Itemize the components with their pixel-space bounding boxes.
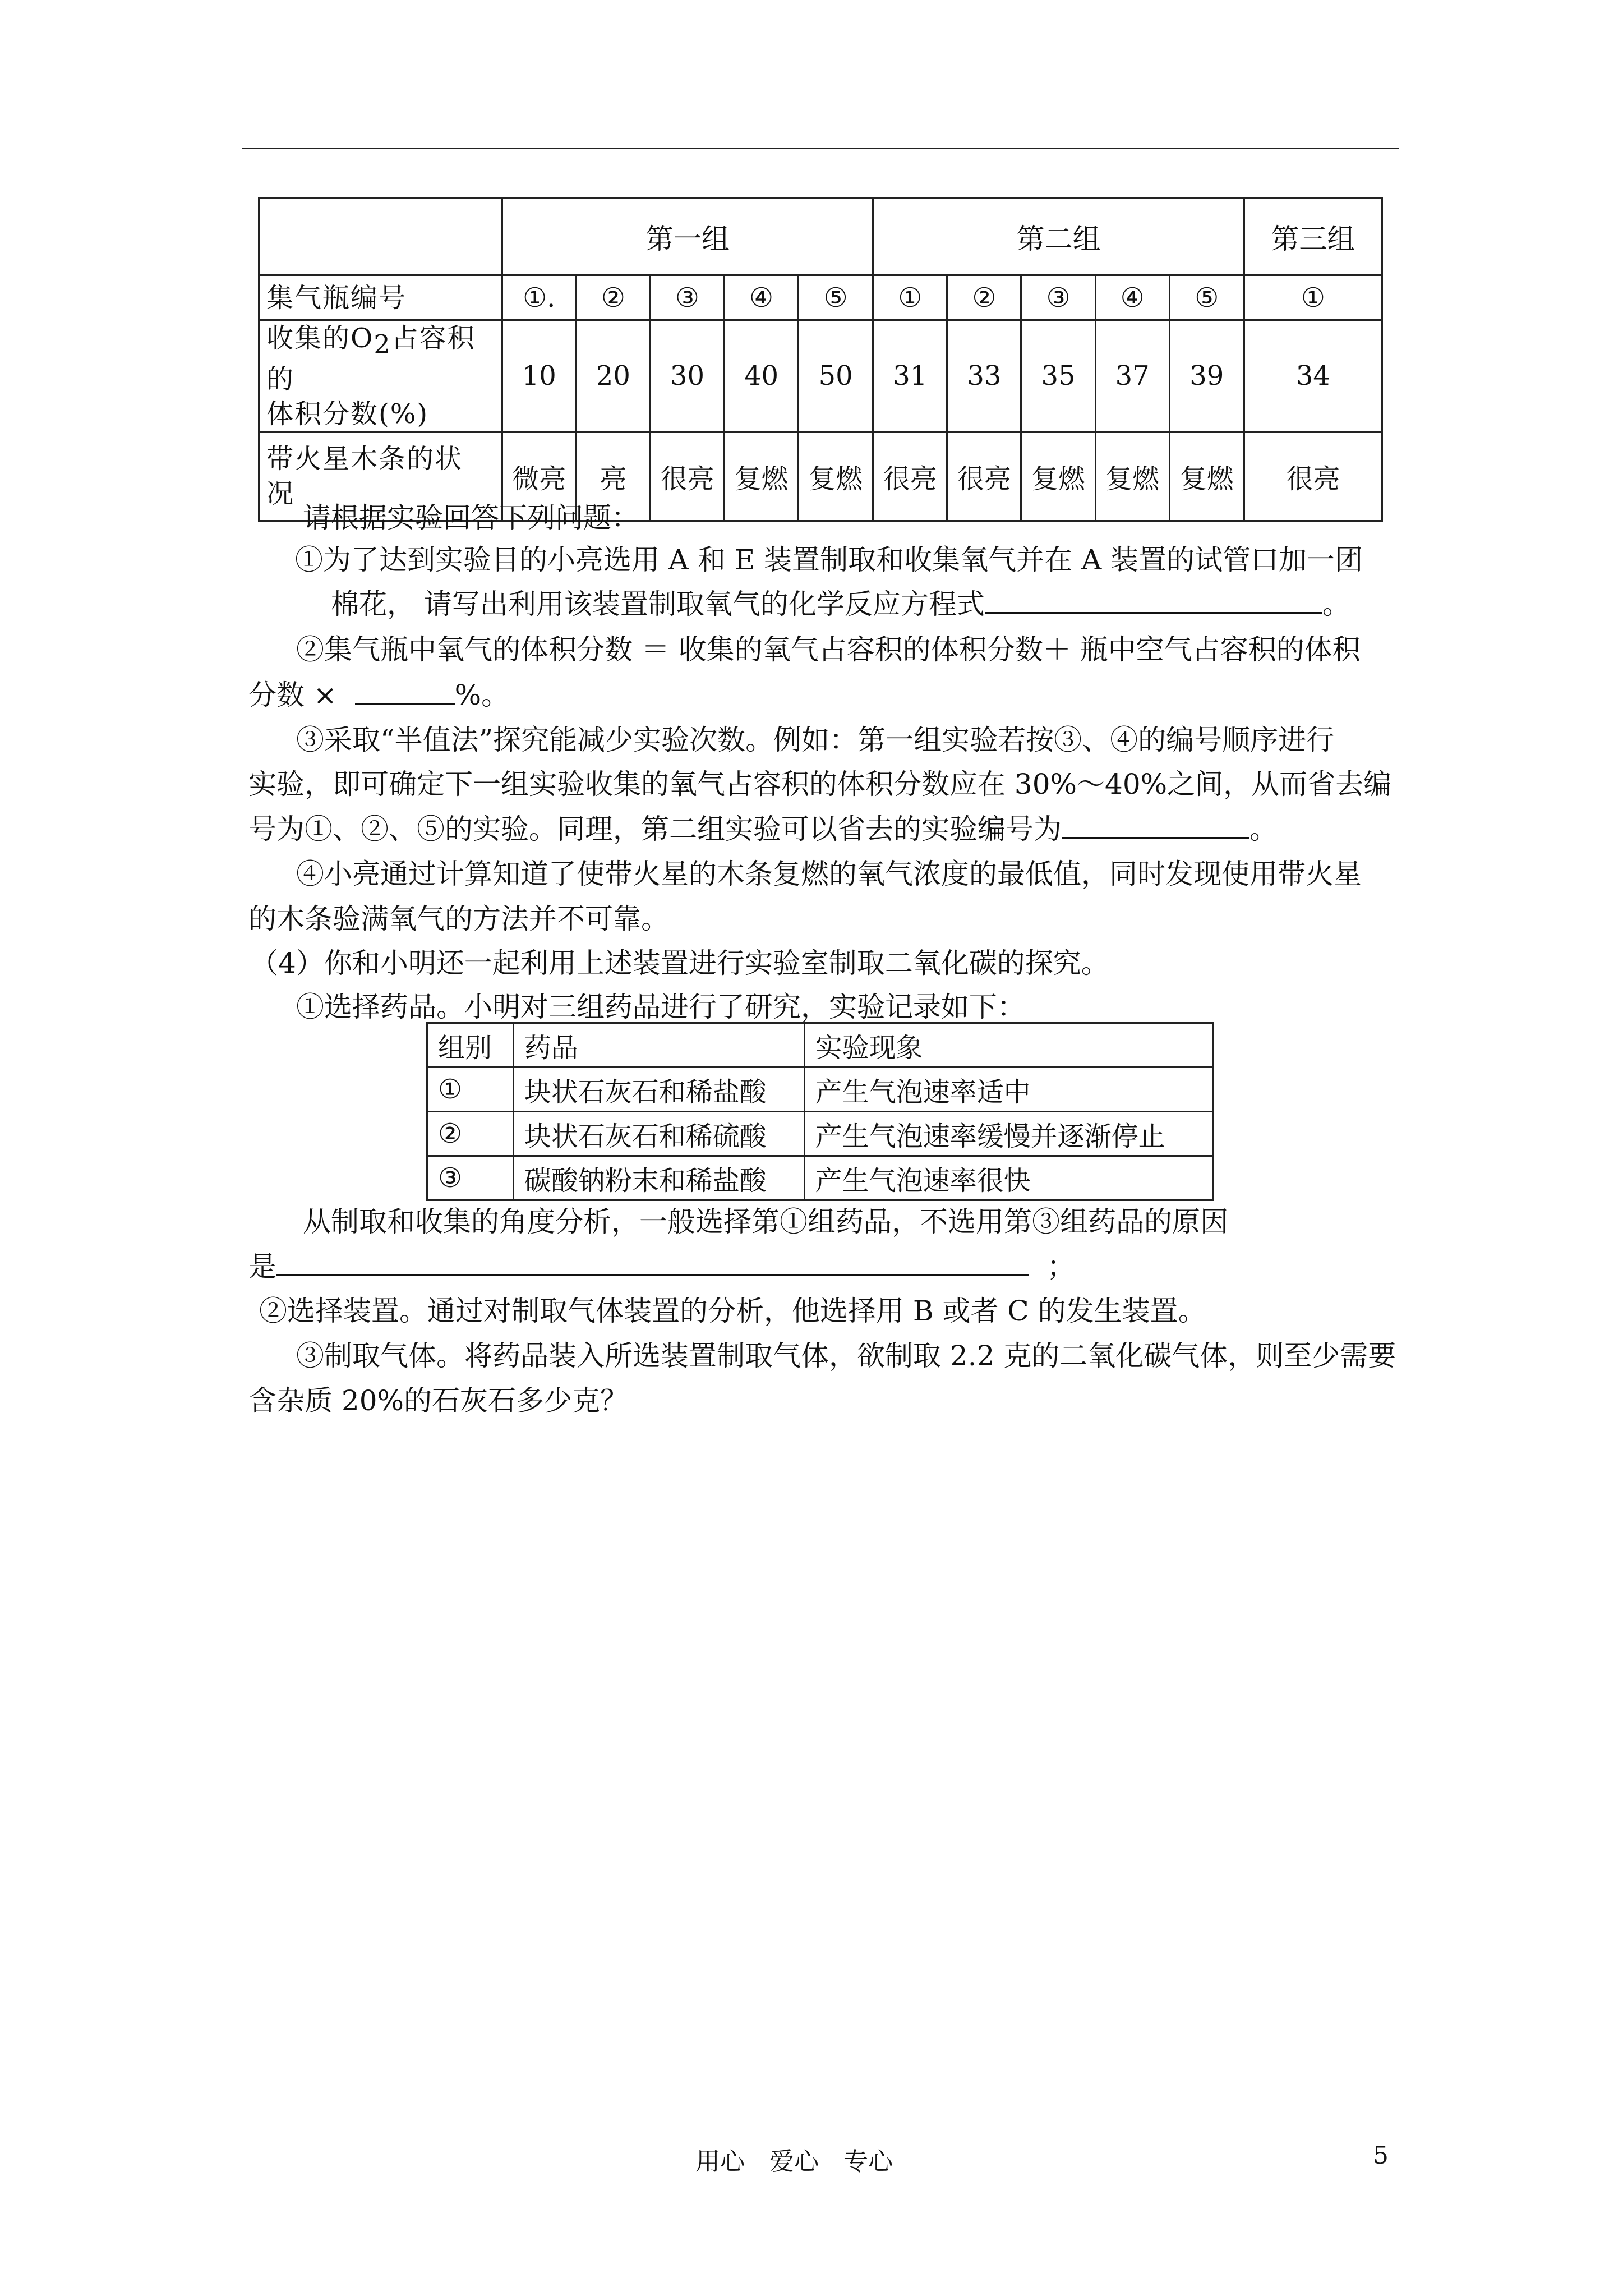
reason-answer-blank[interactable]	[276, 1250, 1029, 1276]
question-text: 分数 ×	[248, 679, 337, 711]
table-cell: 碳酸钠粉末和稀盐酸	[513, 1156, 804, 1200]
question-3-line-3	[248, 812, 1278, 846]
oxygen-experiment-table	[258, 197, 1383, 522]
part-4-question-2: ②选择装置。通过对制取气体装置的分析，他选择用 B 或者 C 的发生装置。	[259, 1295, 1206, 1327]
reagent-table	[426, 1022, 1214, 1201]
table-cell: ③	[427, 1156, 514, 1200]
table-cell: 30	[650, 320, 724, 432]
table-cell: ②	[576, 275, 650, 320]
page-number: 5	[1373, 2141, 1389, 2170]
table-cell: 很亮	[1244, 432, 1382, 521]
table-cell: 很亮	[873, 432, 947, 521]
table-cell: ④	[1095, 275, 1169, 320]
label-text: 况	[266, 478, 295, 510]
table-cell: ②	[427, 1112, 514, 1156]
omitted-numbers-blank[interactable]	[1062, 812, 1249, 839]
empty-corner-cell	[259, 198, 502, 275]
question-1-line-2	[331, 587, 1350, 621]
group-1-header: 第一组	[502, 198, 873, 275]
table-cell: ①	[1244, 275, 1382, 320]
reagent-table-header	[427, 1023, 1213, 1068]
question-4-line-1: ④小亮通过计算知道了使带火星的木条复燃的氧气浓度的最低值，同时发现使用带火星	[296, 858, 1362, 890]
label-text: 体积分数(%)	[266, 398, 429, 430]
table-cell: 产生气泡速率缓慢并逐渐停止	[804, 1112, 1212, 1156]
part-4-question-3-line-1: ③制取气体。将药品装入所选装置制取气体，欲制取 2.2 克的二氧化碳气体，则至少需要	[296, 1340, 1396, 1372]
question-text: 号为①、②、⑤的实验。同理，第二组实验可以省去的实验编号为	[248, 813, 1062, 845]
question-3-line-2: 实验，即可确定下一组实验收集的氧气占容积的体积分数应在 30%～40%之间，从而省去编	[248, 768, 1392, 800]
table-cell: 39	[1169, 320, 1244, 432]
question-4-line-2: 的木条验满氧气的方法并不可靠。	[248, 903, 669, 935]
table-cell: ④	[725, 275, 799, 320]
bottle-number-label: 集气瓶编号	[259, 275, 502, 320]
label-text: 占容积的	[266, 323, 476, 395]
part-4-title: （4）你和小明还一起利用上述装置进行实验室制取二氧化碳的探究。	[250, 947, 1109, 979]
question-text: 是	[248, 1250, 276, 1283]
table-cell: ①	[427, 1068, 514, 1112]
volume-fraction-row	[259, 320, 1382, 432]
table-row	[427, 1112, 1213, 1156]
footer-motto: 用心 爱心 专心	[695, 2147, 893, 2176]
table-cell: ③	[1021, 275, 1095, 320]
table-cell: ②	[947, 275, 1021, 320]
question-text: ；	[1046, 1250, 1075, 1283]
table-cell: 复燃	[799, 432, 873, 521]
volume-fraction-label	[259, 320, 502, 432]
table-cell: ③	[650, 275, 724, 320]
table-cell: 复燃	[1095, 432, 1169, 521]
question-text: %。	[454, 679, 510, 711]
analysis-line-2	[248, 1250, 1075, 1283]
table-cell: 很亮	[947, 432, 1021, 521]
label-text: 带火星木条的状	[266, 443, 463, 475]
table-cell: 37	[1095, 320, 1169, 432]
group-2-header: 第二组	[873, 198, 1244, 275]
group-header-row	[259, 198, 1382, 275]
table-cell: 31	[873, 320, 947, 432]
table-cell: 亮	[576, 432, 650, 521]
table-cell: 块状石灰石和稀硫酸	[513, 1112, 804, 1156]
column-header: 组别	[427, 1023, 514, 1068]
table-cell: 很亮	[650, 432, 724, 521]
table-cell: 产生气泡速率很快	[804, 1156, 1212, 1200]
table-cell: ⑤	[799, 275, 873, 320]
table-cell: 50	[799, 320, 873, 432]
subscript: 2	[374, 329, 391, 360]
table-cell: 复燃	[1169, 432, 1244, 521]
label-text: 收集的O	[266, 323, 374, 354]
table-cell: 10	[502, 320, 576, 432]
table-cell: 微亮	[502, 432, 576, 521]
table-cell: ⑤	[1169, 275, 1244, 320]
question-text: 棉花， 请写出利用该装置制取氧气的化学反应方程式	[331, 588, 985, 620]
part-4-question-3-line-2: 含杂质 20%的石灰石多少克？	[248, 1384, 629, 1417]
table-cell: ①	[873, 275, 947, 320]
analysis-line-1: 从制取和收集的角度分析，一般选择第①组药品，不选用第③组药品的原因	[303, 1205, 1228, 1238]
question-text: 。	[1322, 588, 1350, 620]
table-row	[427, 1156, 1213, 1200]
table-cell: ①.	[502, 275, 576, 320]
header-rule	[242, 148, 1399, 149]
bottle-number-row	[259, 275, 1382, 320]
column-header: 药品	[513, 1023, 804, 1068]
fraction-answer-blank[interactable]	[355, 678, 455, 705]
equation-answer-blank[interactable]	[985, 587, 1322, 614]
table-row	[427, 1068, 1213, 1112]
table-cell: 块状石灰石和稀盐酸	[513, 1068, 804, 1112]
table-cell: 复燃	[725, 432, 799, 521]
table-cell: 产生气泡速率适中	[804, 1068, 1212, 1112]
question-2-line-2	[248, 678, 509, 712]
group-3-header: 第三组	[1244, 198, 1382, 275]
table-cell: 40	[725, 320, 799, 432]
table-cell: 35	[1021, 320, 1095, 432]
question-text: 。	[1249, 813, 1278, 845]
question-1-line-1: ①为了达到实验目的小亮选用 A 和 E 装置制取和收集氧气并在 A 装置的试管口加一团	[295, 544, 1363, 576]
question-2-line-1: ②集气瓶中氧气的体积分数 ＝ 收集的氧气占容积的体积分数＋ 瓶中空气占容积的体积	[296, 633, 1361, 666]
intro-text: 请根据实验回答下列问题：	[303, 501, 639, 534]
part-4-question-1: ①选择药品。小明对三组药品进行了研究，实验记录如下：	[296, 991, 1025, 1023]
column-header: 实验现象	[804, 1023, 1212, 1068]
question-3-line-1: ③采取“半值法”探究能减少实验次数。例如：第一组实验若按③、④的编号顺序进行	[296, 724, 1335, 756]
table-cell: 20	[576, 320, 650, 432]
table-cell: 复燃	[1021, 432, 1095, 521]
table-cell: 33	[947, 320, 1021, 432]
table-cell: 34	[1244, 320, 1382, 432]
